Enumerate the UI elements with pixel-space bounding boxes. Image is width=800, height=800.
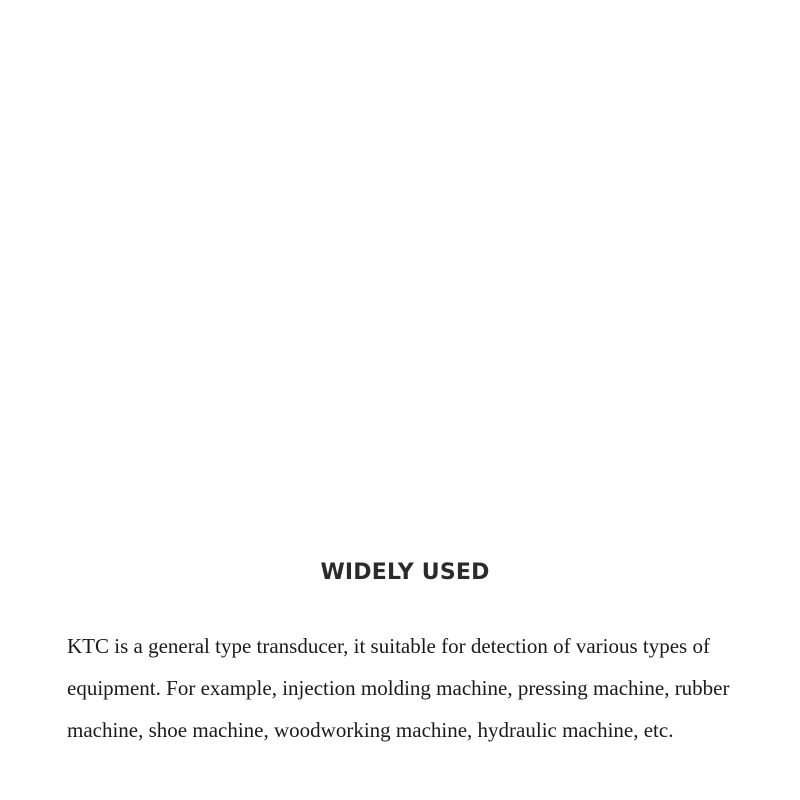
section-description: KTC is a general type transducer, it suitable for detection of various types of equipment. For example, injection molding machine, pressing machine, rubber machine, shoe machine, woodworking machine, hydraulic machine, etc. xyxy=(67,634,730,742)
section-title: WIDELY USED xyxy=(320,560,490,585)
